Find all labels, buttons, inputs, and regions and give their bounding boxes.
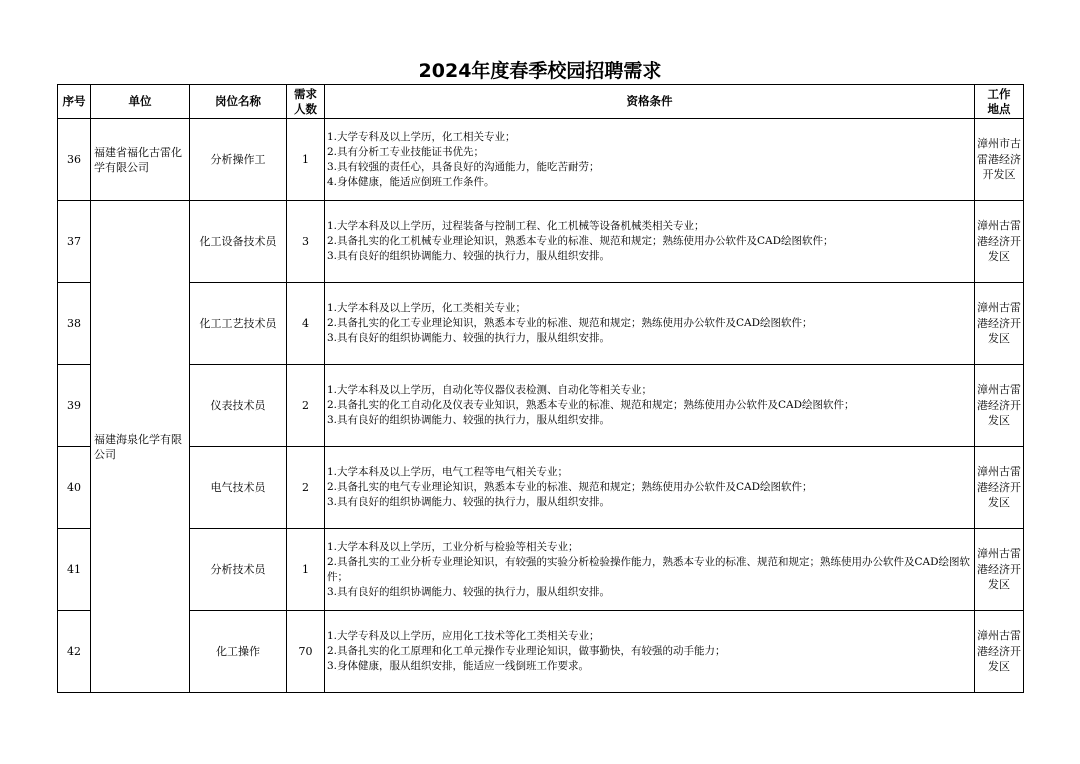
qual-line: 2.具备扎实的化工专业理论知识，熟悉本专业的标准、规范和规定；熟练使用办公软件及CAD绘图软件； bbox=[327, 317, 813, 329]
qual-line: 2.具备扎实的化工原理和化工单元操作专业理论知识，做事勤快，有较强的动手能力； bbox=[327, 645, 726, 657]
qual-line: 2.具备扎实的工业分析专业理论知识，有较强的实验分析检验操作能力，熟悉本专业的标准、规范和规定；熟练使用办公软件及CAD绘图软件； bbox=[327, 555, 971, 583]
header-seq: 序号 bbox=[58, 85, 91, 119]
cell-unit: 福建省福化古雷化学有限公司 bbox=[91, 119, 190, 201]
cell-qualifications bbox=[325, 529, 975, 611]
qual-line: 1.大学本科及以上学历，自动化等仪器仪表检测、自动化等相关专业； bbox=[327, 384, 653, 396]
table-row bbox=[58, 365, 1024, 447]
qual-line: 1.大学本科及以上学历，电气工程等电气相关专业； bbox=[327, 466, 569, 478]
table-row bbox=[58, 529, 1024, 611]
qual-line: 3.具有良好的组织协调能力、较强的执行力，服从组织安排。 bbox=[327, 496, 611, 508]
header-unit: 单位 bbox=[91, 85, 190, 119]
header-location: 工作地点 bbox=[975, 85, 1024, 119]
qual-line: 2.具备扎实的化工自动化及仪表专业知识，熟悉本专业的标准、规范和规定；熟练使用办公软件及CAD绘图软件； bbox=[327, 399, 855, 411]
cell-position: 分析操作工 bbox=[190, 119, 287, 201]
cell-position: 仪表技术员 bbox=[190, 365, 287, 447]
qual-line: 3.具有良好的组织协调能力、较强的执行力，服从组织安排。 bbox=[327, 414, 611, 426]
qual-line: 1.大学专科及以上学历，应用化工技术等化工类相关专业； bbox=[327, 630, 600, 642]
cell-qualifications bbox=[325, 283, 975, 365]
header-row bbox=[58, 85, 1024, 119]
cell-qualifications bbox=[325, 119, 975, 201]
qual-line: 1.大学本科及以上学历，过程装备与控制工程、化工机械等设备机械类相关专业； bbox=[327, 220, 705, 232]
cell-count: 3 bbox=[287, 201, 325, 283]
header-position: 岗位名称 bbox=[190, 85, 287, 119]
cell-count: 1 bbox=[287, 119, 325, 201]
table-row bbox=[58, 283, 1024, 365]
cell-location: 漳州市古雷港经济开发区 bbox=[975, 119, 1024, 201]
cell-qualifications bbox=[325, 447, 975, 529]
cell-position: 电气技术员 bbox=[190, 447, 287, 529]
cell-seq: 38 bbox=[58, 283, 91, 365]
qual-line: 3.身体健康，服从组织安排，能适应一线倒班工作要求。 bbox=[327, 660, 590, 672]
qual-line: 3.具有良好的组织协调能力、较强的执行力，服从组织安排。 bbox=[327, 250, 611, 262]
recruitment-table bbox=[57, 84, 1024, 693]
cell-count: 2 bbox=[287, 365, 325, 447]
page-title: 2024年度春季校园招聘需求 bbox=[418, 60, 662, 82]
cell-location: 漳州古雷港经济开发区 bbox=[975, 611, 1024, 693]
qual-line: 2.具备扎实的化工机械专业理论知识，熟悉本专业的标准、规范和规定；熟练使用办公软件及CAD绘图软件； bbox=[327, 235, 834, 247]
cell-qualifications bbox=[325, 201, 975, 283]
cell-count: 2 bbox=[287, 447, 325, 529]
cell-seq: 41 bbox=[58, 529, 91, 611]
table-row bbox=[58, 201, 1024, 283]
qual-line: 2.具备扎实的电气专业理论知识，熟悉本专业的标准、规范和规定；熟练使用办公软件及CAD绘图软件； bbox=[327, 481, 813, 493]
cell-position: 化工工艺技术员 bbox=[190, 283, 287, 365]
cell-location: 漳州古雷港经济开发区 bbox=[975, 283, 1024, 365]
qual-line: 1.大学本科及以上学历，工业分析与检验等相关专业； bbox=[327, 540, 579, 553]
qual-line: 4.身体健康，能适应倒班工作条件。 bbox=[327, 175, 495, 188]
cell-seq: 40 bbox=[58, 447, 91, 529]
qual-line: 3.具有良好的组织协调能力、较强的执行力，服从组织安排。 bbox=[327, 332, 611, 344]
cell-count: 1 bbox=[287, 529, 325, 611]
cell-position: 化工设备技术员 bbox=[190, 201, 287, 283]
cell-location: 漳州古雷港经济开发区 bbox=[975, 447, 1024, 529]
table-row bbox=[58, 447, 1024, 529]
cell-count: 70 bbox=[287, 611, 325, 693]
qual-line: 1.大学本科及以上学历，化工类相关专业； bbox=[327, 302, 527, 314]
table-row bbox=[58, 611, 1024, 693]
qual-line: 3.具有良好的组织协调能力、较强的执行力，服从组织安排。 bbox=[327, 585, 611, 598]
cell-unit-merged: 福建海泉化学有限公司 bbox=[91, 201, 190, 693]
qual-line: 1.大学专科及以上学历，化工相关专业； bbox=[327, 130, 516, 143]
cell-seq: 36 bbox=[58, 119, 91, 201]
cell-qualifications bbox=[325, 365, 975, 447]
cell-position: 化工操作 bbox=[190, 611, 287, 693]
cell-location: 漳州古雷港经济开发区 bbox=[975, 201, 1024, 283]
cell-qualifications bbox=[325, 611, 975, 693]
cell-seq: 39 bbox=[58, 365, 91, 447]
table-row bbox=[58, 119, 1024, 201]
cell-position: 分析技术员 bbox=[190, 529, 287, 611]
cell-location: 漳州古雷港经济开发区 bbox=[975, 365, 1024, 447]
header-count: 需求人数 bbox=[287, 85, 325, 119]
qual-line: 2.具有分析工专业技能证书优先； bbox=[327, 145, 485, 158]
cell-seq: 37 bbox=[58, 201, 91, 283]
header-qualifications: 资格条件 bbox=[325, 85, 975, 119]
cell-location: 漳州古雷港经济开发区 bbox=[975, 529, 1024, 611]
cell-count: 4 bbox=[287, 283, 325, 365]
qual-line: 3.具有较强的责任心，具备良好的沟通能力，能吃苦耐劳； bbox=[327, 160, 600, 173]
cell-seq: 42 bbox=[58, 611, 91, 693]
